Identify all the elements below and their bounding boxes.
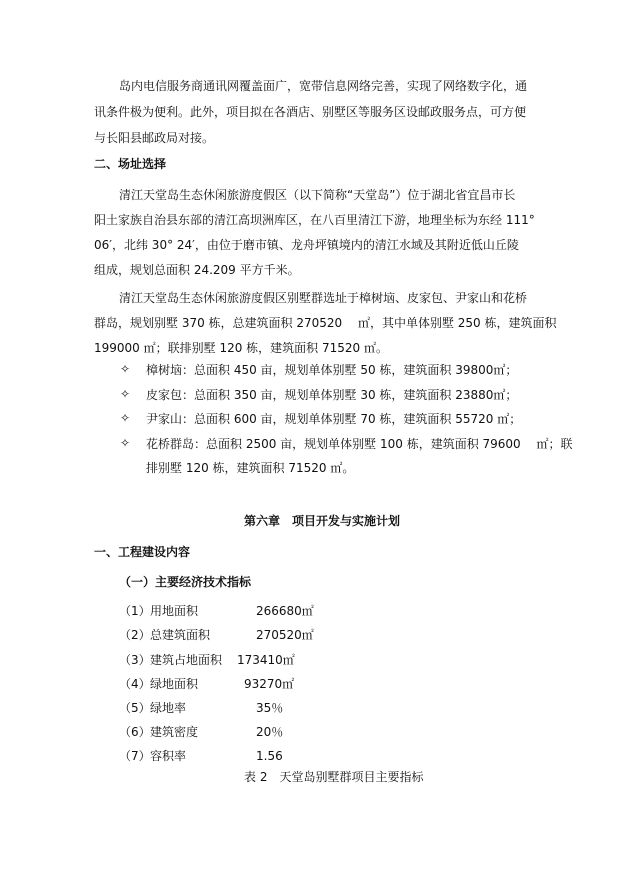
indicator-label: 绿地率 <box>150 701 187 715</box>
indicator-value: 1.56 <box>256 749 283 763</box>
indicator-label: 总建筑面积 <box>150 628 211 642</box>
indicator-value: 35％ <box>256 701 284 715</box>
paragraph-line: 清江天堂岛生态休闲旅游度假区（以下简称“天堂岛”）位于湖北省宜昌市长 <box>119 188 516 202</box>
table-caption: 表 2 天堂岛别墅群项目主要指标 <box>244 770 424 784</box>
indicator-value: 173410㎡ <box>237 653 295 667</box>
indicator-number: （5） <box>119 701 151 715</box>
paragraph-line: 岛内电信服务商通讯网覆盖面广，宽带信息网络完善，实现了网络数字化，通 <box>119 79 528 93</box>
indicator-number: （6） <box>119 725 151 739</box>
bullet-item: 尹家山：总面积 600 亩，规划单体别墅 70 栋，建筑面积 55720 ㎡； <box>146 412 522 426</box>
indicator-number: （2） <box>119 628 151 642</box>
section-heading: 二、场址选择 <box>94 157 167 171</box>
bullet-item: 皮家包：总面积 350 亩，规划单体别墅 30 栋，建筑面积 23880㎡； <box>146 388 518 402</box>
bullet-item: 花桥群岛：总面积 2500 亩，规划单体别墅 100 栋，建筑面积 79600 ㎡；联 <box>146 437 573 451</box>
indicator-number: （7） <box>119 749 151 763</box>
paragraph-line: 清江天堂岛生态休闲旅游度假区别墅群选址于樟树垴、皮家包、尹家山和花桥 <box>119 291 528 305</box>
paragraph-line: 群岛，规划别墅 370 栋，总建筑面积 270520 ㎡，其中单体别墅 250 栋，建筑面积 <box>94 316 557 330</box>
indicator-label: 建筑密度 <box>150 725 199 739</box>
indicator-number: （3） <box>119 653 151 667</box>
indicator-label: 容积率 <box>150 749 187 763</box>
paragraph-line: 阳土家族自治县东部的清江高坝洲库区，在八百里清江下游，地理坐标为东经 111° <box>94 213 535 227</box>
chapter-title: 第六章 项目开发与实施计划 <box>244 514 401 528</box>
section-heading: 一、工程建设内容 <box>94 545 191 559</box>
indicator-value: 270520㎡ <box>256 628 314 642</box>
paragraph-line: 组成，规划总面积 24.209 平方千米。 <box>94 263 300 277</box>
indicator-value: 93270㎡ <box>244 677 295 691</box>
diamond-bullet-icon: ✧ <box>119 436 131 450</box>
indicator-number: （1） <box>119 604 151 618</box>
bullet-item-continuation: 排别墅 120 栋，建筑面积 71520 ㎡。 <box>146 461 355 475</box>
paragraph-line: 讯条件极为便利。此外，项目拟在各酒店、别墅区等服务区设邮政服务点，可方便 <box>94 105 527 119</box>
diamond-bullet-icon: ✧ <box>119 387 131 401</box>
paragraph-line: 199000 ㎡；联排别墅 120 栋，建筑面积 71520 ㎡。 <box>94 341 388 355</box>
indicator-label: 建筑占地面积 <box>150 653 223 667</box>
indicator-number: （4） <box>119 677 151 691</box>
paragraph-line: 06′，北纬 30° 24′，由位于磨市镇、龙舟坪镇境内的清江水域及其附近低山丘陵 <box>94 238 519 252</box>
indicator-label: 绿地面积 <box>150 677 199 691</box>
indicator-value: 20％ <box>256 725 284 739</box>
paragraph-line: 与长阳县邮政局对接。 <box>94 131 215 145</box>
diamond-bullet-icon: ✧ <box>119 411 131 425</box>
bullet-item: 樟树垴：总面积 450 亩，规划单体别墅 50 栋，建筑面积 39800㎡； <box>146 363 518 377</box>
indicator-value: 266680㎡ <box>256 604 314 618</box>
indicator-label: 用地面积 <box>150 604 199 618</box>
diamond-bullet-icon: ✧ <box>119 362 131 376</box>
subsection-heading: （一）主要经济技术指标 <box>119 575 252 589</box>
